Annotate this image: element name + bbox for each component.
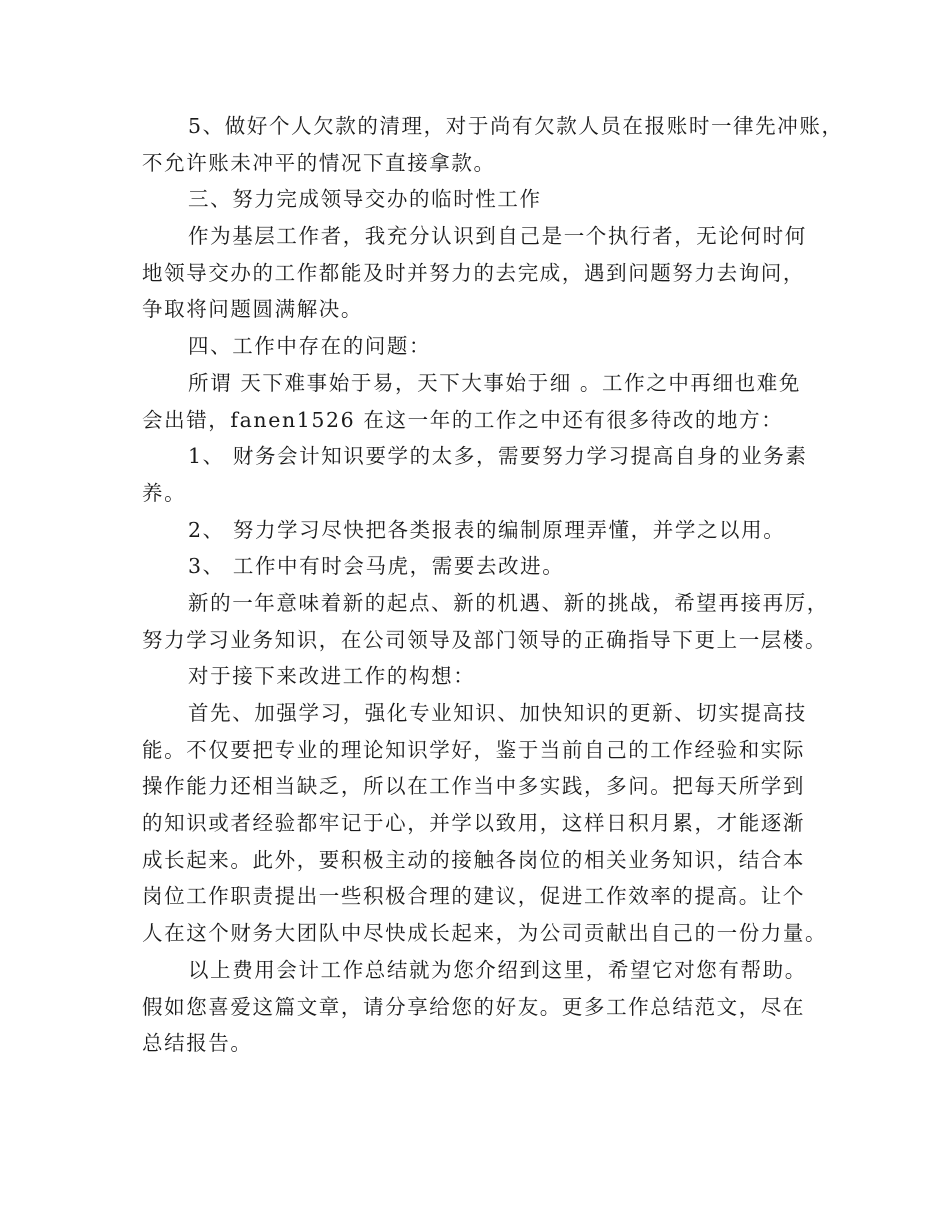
text-line: 假如您喜爱这篇文章，请分享给您的好友。更多工作总结范文，尽在 [142, 994, 805, 1019]
text-line: 养。 [142, 480, 187, 505]
text-line: 岗位工作职责提出一些积极合理的建议，促进工作效率的提高。让个 [142, 884, 805, 909]
text-line: 地领导交办的工作都能及时并努力的去完成，遇到问题努力去询问， [142, 260, 805, 285]
text-line: 不允许账未冲平的情况下直接拿款。 [142, 150, 496, 175]
text-line: 争取将问题圆满解决。 [142, 297, 363, 322]
text-line: 所谓 天下难事始于易，天下大事始于细 。工作之中再细也难免 [188, 370, 801, 395]
text-line: 新的一年意味着新的起点、新的机遇、新的挑战，希望再接再厉， [188, 590, 829, 615]
document-body [142, 108, 842, 1062]
text-line: 人在这个财务大团队中尽快成长起来，为公司贡献出自己的一份力量。 [142, 921, 828, 946]
section-heading: 三、努力完成领导交办的临时性工作 [188, 187, 542, 212]
text-line: 5、做好个人欠款的清理，对于尚有欠款人员在报账时一律先冲账， [188, 114, 844, 138]
text-line: 总结报告。 [142, 1031, 253, 1056]
text-line: 对于接下来改进工作的构想： [188, 664, 476, 689]
text-line: 成长起来。此外，要积极主动的接触各岗位的相关业务知识，结合本 [142, 847, 805, 872]
text-line: 努力学习业务知识，在公司领导及部门领导的正确指导下更上一层楼。 [142, 627, 828, 652]
text-line: 操作能力还相当缺乏，所以在工作当中多实践，多问。把每天所学到 [142, 774, 805, 799]
text-line: 会出错，fanen1526 在这一年的工作之中还有很多待改的地方： [142, 407, 784, 432]
text-line: 首先、加强学习，强化专业知识、加快知识的更新、切实提高技 [188, 701, 807, 725]
list-item: 3、 工作中有时会马虎，需要去改进。 [188, 554, 565, 579]
text-line: 以上费用会计工作总结就为您介绍到这里，希望它对您有帮助。 [188, 957, 807, 982]
text-line: 的知识或者经验都牢记于心，并学以致用，这样日积月累，才能逐渐 [142, 811, 805, 836]
section-heading: 四、工作中存在的问题： [188, 334, 432, 359]
text-line: 作为基层工作者，我充分认识到自己是一个执行者，无论何时何 [188, 224, 807, 249]
text-line: 能。不仅要把专业的理论知识学好，鉴于当前自己的工作经验和实际 [142, 737, 805, 762]
list-item: 2、 努力学习尽快把各类报表的编制原理弄懂，并学之以用。 [188, 517, 786, 542]
list-item: 1、 财务会计知识要学的太多，需要努力学习提高自身的业务素 [188, 444, 808, 469]
